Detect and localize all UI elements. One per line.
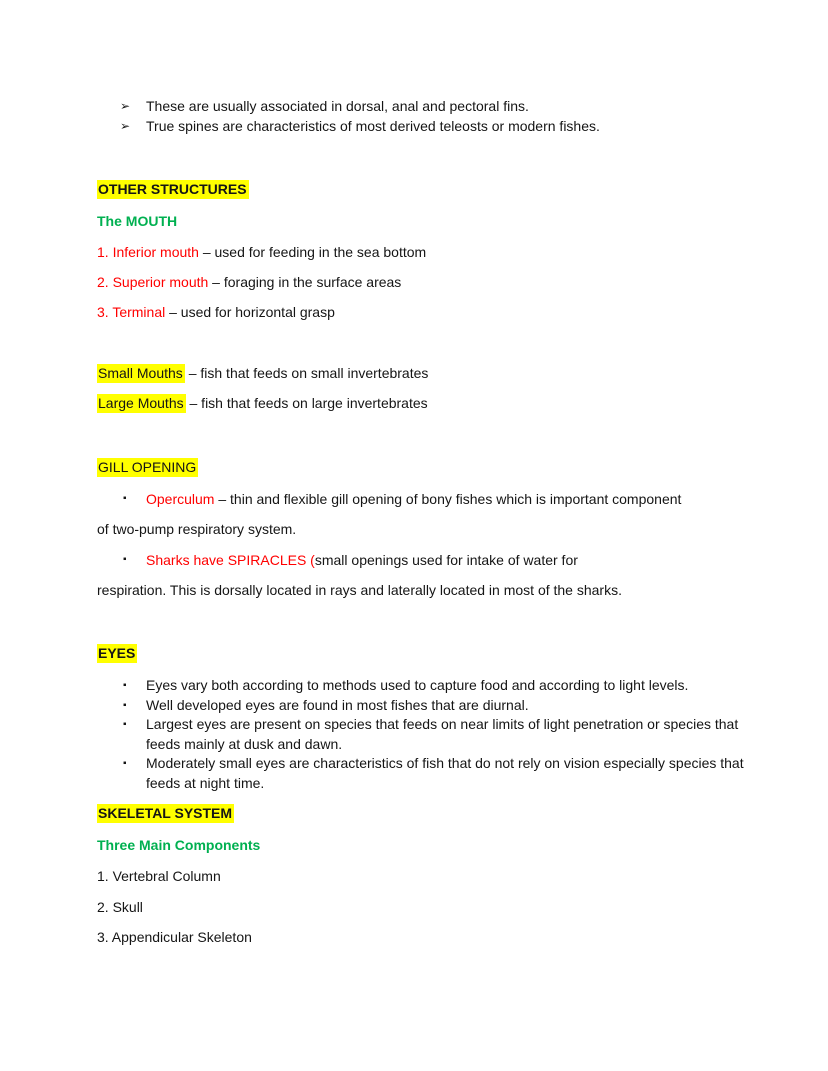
skeleton-item: 3. Appendicular Skeleton [97,929,252,945]
intro-bullet-list [97,96,788,136]
arrow-bullet-icon: ➢ [120,119,131,133]
mouth-item [97,242,788,262]
list-item-text-wrap: feeds at night time. [146,774,265,791]
gill-bullet [97,550,788,570]
skeleton-item: 2. Skull [97,899,143,915]
heading-the-mouth: The MOUTH [97,213,178,229]
list-item-text: These are usually associated in dorsal, anal and pectoral fins. [146,98,529,114]
mouth-size-item [97,363,788,383]
heading-gill-opening [97,457,788,477]
highlighted-heading-text: SKELETAL SYSTEM [98,805,233,821]
gill-bullet-continuation: of two-pump respiratory system. [97,521,297,537]
heading-skeletal-system [97,803,788,823]
mouth-item-rest: – used for horizontal grasp [165,304,335,320]
gill-bullet-continuation: respiration. This is dorsally located in rays and laterally located in most of the sharks. [97,582,622,598]
mouth-item-lead: 3. Terminal [97,304,166,320]
list-item-text: Moderately small eyes are characteristics of fish that do not rely on vision especially species that [146,755,744,771]
highlighted-heading-text: OTHER STRUCTURES [98,181,247,197]
square-bullet-icon: ▪ [123,699,127,711]
list-item [97,754,788,793]
mouth-item [97,272,788,292]
heading-eyes [97,643,788,663]
mouth-item-lead: 1. Inferior mouth [97,244,199,260]
heading-three-main-components: Three Main Components [97,837,261,853]
skeleton-item: 1. Vertebral Column [97,868,221,884]
arrow-bullet-icon: ➢ [120,99,131,113]
highlighted-term: Large Mouths [98,395,184,411]
highlighted-heading-text: EYES [98,645,136,661]
list-item-text: Well developed eyes are found in most fishes that are diurnal. [146,696,529,713]
list-item-text-wrap: feeds mainly at dusk and dawn. [146,735,343,752]
square-bullet-icon: ▪ [123,758,127,769]
list-item-text: Eyes vary both according to methods used to capture food and according to light levels. [146,677,689,693]
mouth-item-lead: 2. Superior mouth [97,274,209,290]
heading-other-structures [97,179,788,199]
list-item [97,116,788,136]
mouth-size-rest: – fish that feeds on large invertebrates [185,395,428,411]
square-bullet-icon: ▪ [123,493,127,504]
list-item [97,96,788,116]
list-item [97,696,788,716]
gill-bullet-term: Sharks have SPIRACLES ( [146,552,315,568]
gill-bullet [97,489,788,509]
highlighted-term: Small Mouths [98,365,183,381]
mouth-size-rest: – fish that feeds on small invertebrates [184,365,429,381]
mouth-item [97,302,788,322]
mouth-item-rest: – foraging in the surface areas [208,274,402,290]
gill-bullet-rest: small openings used for intake of water for [314,552,578,568]
list-item-text: True spines are characteristics of most derived teleosts or modern fishes. [146,118,600,134]
square-bullet-icon: ▪ [123,680,127,691]
list-item [97,715,788,754]
square-bullet-icon: ▪ [123,719,127,730]
eyes-bullet-list [97,676,788,793]
mouth-item-rest: – used for feeding in the sea bottom [198,244,427,260]
highlighted-heading-text: GILL OPENING [98,459,197,475]
list-item [97,676,788,696]
mouth-size-item [97,393,788,413]
square-bullet-icon: ▪ [123,554,127,565]
gill-bullet-term: Operculum [146,491,215,507]
list-item-text: Largest eyes are present on species that feeds on near limits of light penetration or species that [146,716,739,732]
gill-bullet-rest: – thin and flexible gill opening of bony fishes which is important component [214,491,682,507]
